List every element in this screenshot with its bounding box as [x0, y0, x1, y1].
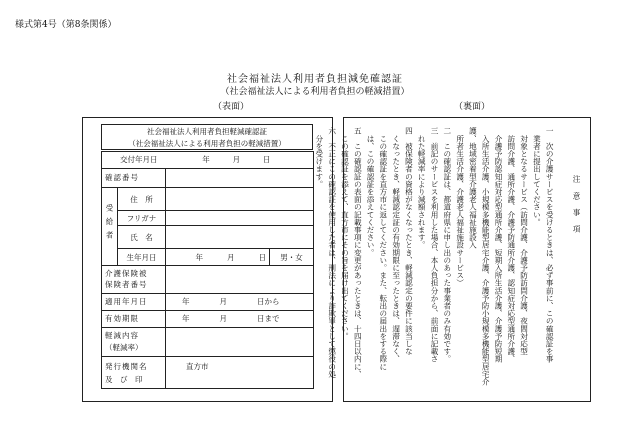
row-confirmation-number: [102, 168, 314, 187]
note-line: 業者に提出してください。: [532, 127, 542, 226]
note-line: この確認証を添えて、直方市にその旨を届け出てください。: [340, 127, 350, 340]
card-header: [101, 124, 313, 150]
row-issue-date: [102, 152, 314, 169]
form-subtitle: （社会福祉法人による利用者負担の軽減措置）: [220, 87, 410, 97]
insured-number-label: 介護保険被 保険者番号: [102, 266, 166, 294]
note-line: 五 この確認証の表面の記載事項に変更があったときは、十四日以内に、: [353, 127, 363, 378]
furigana-label: フリガナ: [118, 211, 166, 226]
row-expiry-date: [102, 310, 314, 327]
row-insured-number: [102, 266, 314, 294]
notes-title: 注意事項: [572, 175, 581, 242]
notes-section: [312, 127, 582, 391]
applicable-date-value: 年 月 日から: [166, 293, 314, 310]
row-issuer: [102, 357, 314, 389]
birth-year: 年: [195, 252, 203, 262]
birth-day: 日: [258, 252, 266, 262]
name-value: [166, 226, 314, 249]
back-side-label: （裏面）: [454, 102, 491, 112]
note-line: 所者生活介護、介護老人福祉施設サービス）: [455, 127, 465, 287]
note-line: 分を受けます。: [314, 127, 324, 188]
row-name: [102, 226, 314, 249]
furigana-value: [166, 211, 314, 226]
card-header-title: 社会福祉法人利用者負担軽減確認証: [147, 127, 267, 136]
note-line: は、この確認証を添えてください。: [366, 127, 376, 257]
birth-month: 月: [227, 252, 235, 262]
name-label: 氏 名: [118, 226, 166, 249]
note-line: 二 この確認証は、都道府県に申し出のあった事業者のみ有効です。: [442, 127, 452, 363]
confirmation-number-label: 確認番号: [102, 168, 166, 187]
row-furigana: [102, 211, 314, 226]
issue-date-month: 月: [232, 155, 241, 165]
recipient-group-label: 受給者: [102, 187, 118, 265]
expiry-date-value: 年 月 日まで: [166, 310, 314, 327]
front-table: [101, 151, 314, 389]
reduction-value: [166, 327, 314, 357]
card-header-subtitle: （社会福祉法人による利用者負担の軽減措置）: [128, 139, 286, 148]
note-line: 入所生活介護、小規模多機能型居宅介護、介護予防小規模多機能型居宅介護、地域密着型介護老人福祉施設入: [468, 127, 491, 386]
note-line: この確認証を直方市に返してください。また、転出の届出をする際に: [378, 127, 388, 371]
note-line: 訪問介護、通所介護、介護予防通所介護、認知症対応型通所介護、: [506, 127, 516, 363]
note-line: くなったとき、軽減認定証の有効期限に至ったときは、遅滞なく、: [391, 127, 401, 363]
confirmation-number-value: [166, 168, 314, 187]
issuer-label: 発行機関名 及 び 印: [102, 357, 166, 389]
note-line: 対象となるサービス（訪問介護、介護予防訪問介護、夜間対応型: [519, 127, 529, 355]
applicable-date-label: 適用年月日: [102, 293, 166, 310]
reduction-label: 軽減内容 （軽減率）: [102, 327, 166, 357]
front-card: [82, 117, 333, 402]
note-line: 介護予防認知症対応型通所介護、短期入所生活介護、介護予防短期: [494, 127, 504, 363]
birth-date-value: [166, 249, 270, 266]
back-card: [314, 117, 591, 402]
note-line: 三 前記のサービスを利用した場合、本人負担分から、前面に記載さ: [430, 127, 440, 363]
note-line: れた軽減率により減額されます。: [417, 127, 427, 249]
note-line: 一 次の介護サービスを受けるときは、必ず事前に、この確認証を事: [545, 127, 555, 363]
front-side-label: （表面）: [213, 102, 250, 112]
row-address: [102, 187, 314, 210]
issuer-value: 直方市: [166, 357, 314, 389]
expiry-date-label: 有効期限: [102, 310, 166, 327]
address-value: [166, 187, 314, 210]
issue-date-day: 日: [262, 155, 271, 165]
row-reduction: [102, 327, 314, 357]
form-number: 様式第4号（第8条関係）: [15, 20, 117, 30]
address-label: 住 所: [118, 187, 166, 210]
gender-value: 男・女: [270, 249, 314, 266]
note-line: 六 不正にこの確認証を使用した者は、刑法により詐欺罪として懲役の処: [327, 127, 337, 378]
insured-number-value: [166, 266, 314, 294]
row-birth-date: [102, 249, 314, 266]
note-line: 四 被保険者の資格がなくなったとき、軽減認定の要件に該当しな: [404, 127, 414, 355]
form-title: 社会福祉法人利用者負担減免確認証: [227, 74, 403, 85]
issue-date-year: 年: [202, 155, 210, 165]
issue-date-label: 交付年月日: [120, 155, 158, 165]
birth-date-label: 生年月日: [118, 249, 166, 266]
row-applicable-date: [102, 293, 314, 310]
